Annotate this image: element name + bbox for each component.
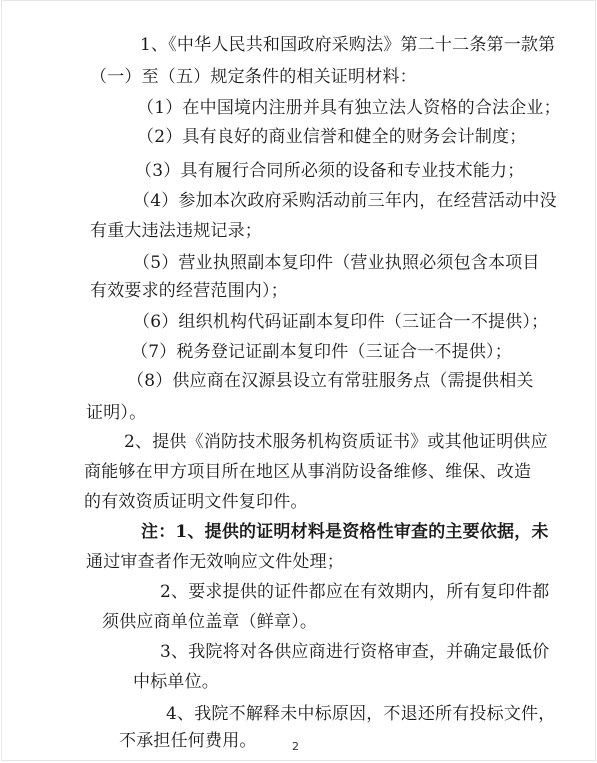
- text-line: 通过审查者作无效响应文件处理；: [86, 552, 344, 572]
- text-line: 4、我院不解释未中标原因，不退还所有投标文件，: [166, 704, 556, 724]
- text-line: 2、要求提供的证件都应在有效期内，所有复印件都: [160, 582, 550, 602]
- text-line: （3）具有履行合同所必须的设备和专业技术能力；: [135, 161, 525, 181]
- text-line: （6）组织机构代码证副本复印件（三证合一不提供）；: [133, 312, 549, 332]
- text-line: （8）供应商在汉源县设立有常驻服务点（需提供相关: [127, 371, 534, 391]
- text-line: 须供应商单位盖章（鲜章）。: [102, 612, 318, 632]
- text-line: 的有效资质证明文件复印件。: [84, 492, 308, 512]
- text-line: 1、《中华人民共和国政府采购法》第二十二条第一款第: [140, 35, 556, 55]
- text-line: （4）参加本次政府采购活动前三年内，在经营活动中没: [133, 191, 557, 211]
- page-number: 2: [292, 740, 300, 753]
- text-line: 中标单位。: [133, 672, 219, 692]
- text-line: 有重大违法违规记录；: [90, 221, 262, 241]
- text-line: 证明）。: [86, 403, 147, 423]
- text-line: （5）营业执照副本复印件（营业执照必须包含本项目: [133, 253, 540, 273]
- text-line: （2）具有良好的商业信誉和健全的财务会计制度；: [137, 127, 527, 147]
- text-line: 2、提供《消防技术服务机构资质证书》或其他证明供应: [124, 432, 548, 452]
- text-line: 3、我院将对各供应商进行资格审查，并确定最低价: [160, 642, 550, 662]
- text-line: 注：1、提供的证明材料是资格性审查的主要依据，未: [141, 522, 549, 542]
- text-line: 商能够在甲方项目所在地区从事消防设备维修、维保、改造: [84, 462, 532, 482]
- text-line: 有效要求的经营范围内）；: [90, 281, 288, 301]
- text-line: （1）在中国境内注册并具有独立法人资格的合法企业；: [137, 98, 561, 118]
- text-line: 不承担任何费用。: [119, 731, 257, 751]
- text-line: （一）至（五）规定条件的相关证明材料：: [90, 67, 417, 87]
- text-line: （7）税务登记证副本复印件（三证合一不提供）；: [131, 342, 512, 362]
